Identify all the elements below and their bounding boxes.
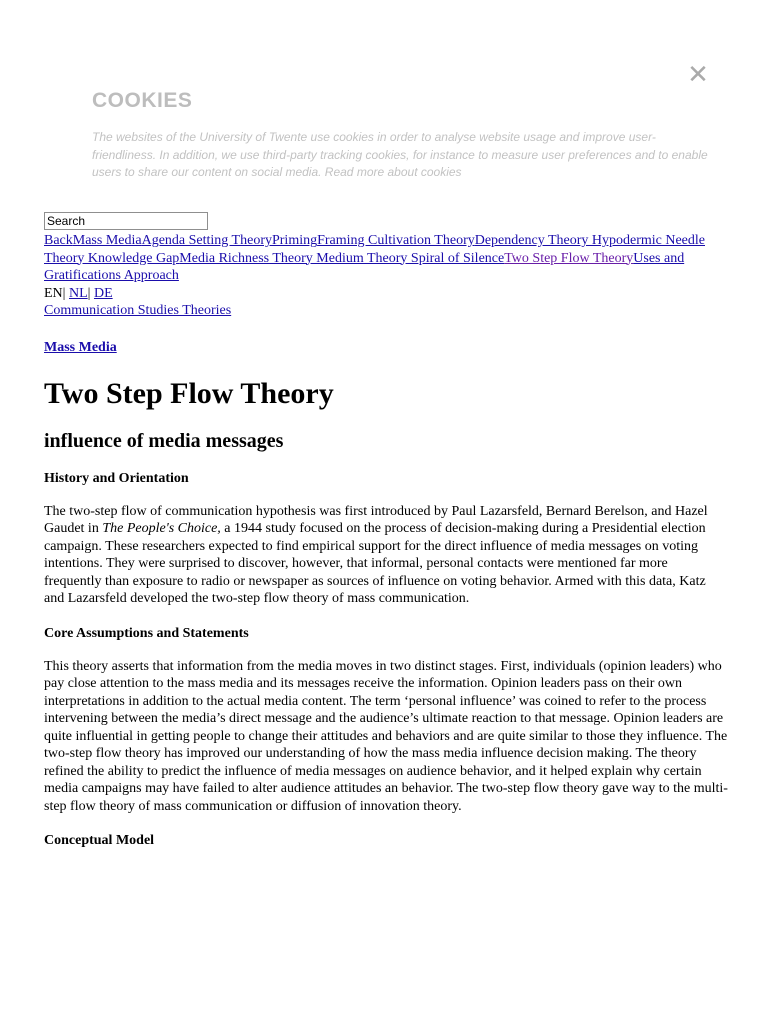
- section-heading-core: Core Assumptions and Statements: [44, 625, 249, 641]
- nav-media-richness-link[interactable]: Media Richness Theory Medium Theory Spiral of Silence: [179, 250, 505, 266]
- book-title: The People's Choice,: [102, 521, 221, 536]
- cookie-text-body: The websites of the University of Twente use cookies in order to analyse website usage and improve user-friendliness. In addition, we use third-party tracking cookies, for instance to measure user preferences and to enable users to share our content on social media.: [92, 130, 708, 179]
- section-text-history: [44, 503, 728, 608]
- nav-agenda-setting-link[interactable]: Agenda Setting Theory: [141, 233, 272, 248]
- cookie-banner: [0, 0, 768, 200]
- nav-dependency-hypodermic-link[interactable]: Dependency Theory Hypodermic Needle Theory Knowledge Gap: [44, 233, 705, 266]
- history-text-part2: a 1944 study focused on the process of decision-making during a Presidential election campaign. These researchers expected to find empirical support for the direct influence of media messages on voting intentions. They were surprised to discover, however, that informal, personal contacts were mentioned far more frequently than exposure to radio or newspaper as sources of influence on voting behavior. Armed with this data, Katz and Lazarsfeld developed the two-step flow theory of mass communication.: [44, 521, 706, 606]
- section-text-core: This theory asserts that information from the media moves in two distinct stages. First, individuals (opinion leaders) who pay close attention to the mass media and its messages receive the information. Opinion leaders pass on their own interpretations in addition to the actual media content. The term ‘personal influence’ was coined to refer to the process intervening between the media’s direct message and the audience’s ultimate reaction to that message. Opinion leaders are quite influential in getting people to change their attitudes and behaviors and are quite similar to those they influence. The two-step flow theory has improved our understanding of how the mass media influence decision making. The theory refined the ability to predict the influence of media messages on audience behavior, and it helped explain why certain media campaigns may have failed to alter audience attitudes an behavior. The two-step flow theory gave way to the multi-step flow theory of mass communication or diffusion of innovation theory.: [44, 658, 728, 814]
- lang-de-link[interactable]: DE: [93, 285, 113, 301]
- cookie-text: [92, 129, 712, 182]
- history-text-part1: The two-step flow of communication hypothesis was first introduced by Paul Lazarsfeld, Bernard Berelson, and Hazel Gaudet in: [44, 503, 708, 536]
- breadcrumb: [44, 339, 728, 356]
- page-subtitle: influence of media messages: [44, 429, 284, 452]
- nav-mass-media-link[interactable]: Mass Media: [72, 233, 142, 248]
- breadcrumb-mass-media-link[interactable]: Mass Media: [44, 339, 117, 355]
- main-content: [44, 212, 728, 849]
- nav-priming-link[interactable]: Priming: [271, 233, 318, 248]
- site-home-link[interactable]: Communication Studies Theories: [44, 303, 232, 318]
- nav-two-step-flow-link[interactable]: Two Step Flow Theory: [504, 250, 634, 266]
- nav-framing-cultivation-link[interactable]: Framing Cultivation Theory: [317, 233, 475, 248]
- close-icon[interactable]: ✕: [687, 59, 709, 89]
- lang-separator: |: [87, 285, 94, 301]
- search-input[interactable]: [44, 212, 208, 230]
- nav-back-link[interactable]: Back: [44, 233, 73, 248]
- page-title: Two Step Flow Theory: [44, 376, 334, 410]
- cookie-title: COOKIES: [92, 89, 193, 112]
- lang-current: EN: [44, 285, 63, 301]
- section-heading-conceptual-model: Conceptual Model: [44, 833, 155, 848]
- section-heading-history: History and Orientation: [44, 470, 189, 486]
- nav-uses-gratifications-link[interactable]: Uses and Gratifications Approach: [44, 250, 685, 283]
- theory-nav: [44, 232, 728, 285]
- site-home: [44, 302, 728, 320]
- language-switcher: [44, 285, 728, 303]
- lang-separator: |: [62, 285, 69, 301]
- lang-nl-link[interactable]: NL: [68, 285, 88, 301]
- cookie-read-more-link[interactable]: Read more about cookies: [324, 165, 462, 179]
